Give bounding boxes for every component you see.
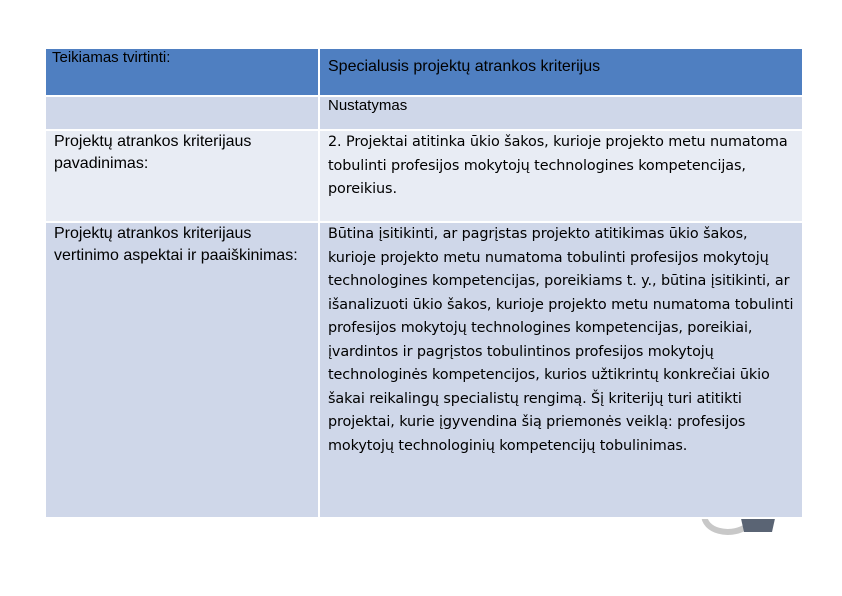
criterion-evaluation-label-cell: [45, 222, 319, 518]
header-criterion-cell: Specialusis projektų atrankos kriterijus: [319, 48, 803, 96]
criterion-name-label: Projektų atrankos kriterijaus pavadinimas:: [54, 133, 252, 172]
subheader-empty-cell: [45, 96, 319, 130]
table-row: [45, 130, 803, 222]
criterion-name-label-cell: [45, 130, 319, 222]
criteria-table: [44, 47, 804, 519]
table-subheader-row: [45, 96, 803, 130]
header-submitted-cell: Teikiamas tvirtinti:: [45, 48, 319, 96]
criterion-evaluation-label: Projektų atrankos kriterijaus vertinimo aspektai ir paaiškinimas:: [54, 225, 298, 264]
subheader-definition-cell: Nustatymas: [319, 96, 803, 130]
criterion-name-value-cell: [319, 130, 803, 222]
criterion-evaluation-value: Būtina įsitikinti, ar pagrįstas projekto atitikimas ūkio šakos, kurioje projekto metu numatoma tobulinti profesijos mokytojų technologines kompetencijas, poreikiams t. y., būtina įsitikinti, ar išanalizuoti ūkio šakos, kurioje projekto metu numatoma tobulinti profesijos mokytojų technologines kompetencijas, poreikiai, įvardintos ir pagrįstos tobulintinos profesijos mokytojų technologinės kompetencijos, kurios užtikrintų konkrečiai ūkio šakai reikalingų specialistų rengimą. Šį kriterijų turi atitikti projektai, kurie įgyvendina šią priemonės veiklą: profesijos mokytojų technologinių kompetencijų tobulinimas.: [328, 226, 794, 454]
table-row: [45, 222, 803, 518]
table-header-row: [45, 48, 803, 96]
criterion-name-value: 2. Projektai atitinka ūkio šakos, kurioje projekto metu numatoma tobulinti profesijos mokytojų technologines kompetencijas, poreikius.: [328, 134, 788, 197]
criterion-evaluation-value-cell: [319, 222, 803, 518]
